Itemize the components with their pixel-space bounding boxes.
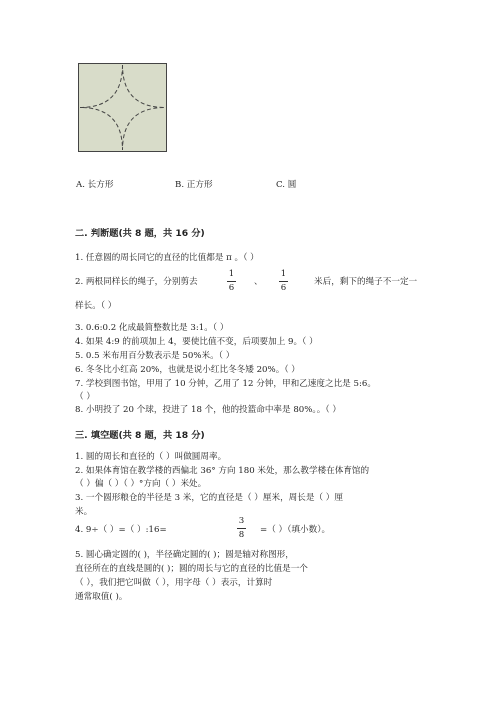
fraction-bar <box>227 281 236 282</box>
option-b: B. 正方形 <box>175 180 213 190</box>
judge-q2-separator: 、 <box>254 277 263 287</box>
fill-q4-part2: =（ ）（填小数）。 <box>260 525 331 535</box>
option-c: C. 圆 <box>276 180 297 190</box>
square-outline <box>79 64 167 152</box>
square-with-arcs-figure <box>78 63 167 152</box>
fraction-one-sixth-b <box>279 269 288 294</box>
judge-q1: 1. 任意圆的周长同它的直径的比值都是 π 。（ ） <box>75 253 259 263</box>
judge-q6: 6. 冬冬比小红高 20%，也就是说小红比冬冬矮 20%。（ ） <box>75 365 300 375</box>
fill-q1: 1. 圆的周长和直径的（ ）叫做圆周率。 <box>75 452 227 462</box>
fraction-numerator: 1 <box>280 269 287 279</box>
judge-q3: 3. 0.6:0.2 化成最简整数比是 3:1。（ ） <box>75 323 229 333</box>
fraction-bar <box>237 528 246 529</box>
section-title-judgement: 二. 判断题(共 8 题，共 16 分) <box>75 228 205 239</box>
fill-q5-line2: 直径所在的直线是圆的( )；圆的周长与它的直径的比值是一个 <box>75 564 308 574</box>
fill-q4-part1: 4. 9÷（ ）=（ ）:16= <box>75 525 167 535</box>
judge-q2-part3: 样长。（ ） <box>75 301 117 311</box>
fraction-numerator: 1 <box>228 269 235 279</box>
fill-q2-line1: 2. 如果体育馆在教学楼的西偏北 36° 方向 180 米处，那么教学楼在体育馆的 <box>75 466 370 476</box>
fraction-denominator: 6 <box>280 283 287 293</box>
judge-q8: 8. 小明投了 20 个球，投进了 18 个，他的投篮命中率是 80%。。（ ） <box>75 405 341 415</box>
fill-q3-line2: 米。 <box>75 507 93 517</box>
judge-q4: 4. 如果 4:9 的前项加上 4，要使比值不变，后项要加上 9。（ ） <box>75 337 318 347</box>
fraction-three-eighths <box>237 516 246 541</box>
judge-q2-part2: 米后，剩下的绳子不一定一 <box>314 277 418 287</box>
judge-q7-blank: （ ） <box>75 392 95 402</box>
fill-q2-line2: （ ）偏（ ）（ ）°方向（ ）米处。 <box>75 479 207 489</box>
fill-q5-line3: （ ），我们把它叫做（ ），用字母（ ）表示，计算时 <box>75 578 273 588</box>
option-a: A. 长方形 <box>76 180 114 190</box>
fill-q5-line1: 5. 圆心确定圆的( )，半径确定圆的( )；圆是轴对称图形， <box>75 550 294 560</box>
section-title-fill-blank: 三. 填空题(共 8 题，共 18 分) <box>75 430 205 441</box>
fraction-one-sixth-a <box>227 269 236 294</box>
fraction-numerator: 3 <box>238 516 245 526</box>
fraction-denominator: 8 <box>238 530 245 540</box>
fraction-denominator: 6 <box>228 283 235 293</box>
fraction-bar <box>279 281 288 282</box>
fill-q5-line4: 通常取值( )。 <box>75 592 128 602</box>
judge-q5: 5. 0.5 米布用百分数表示是 50%米。（ ） <box>75 351 235 361</box>
judge-q2-part1: 2. 两根同样长的绳子，分别剪去 <box>75 277 198 287</box>
judge-q7: 7. 学校到图书馆，甲用了 10 分钟，乙用了 12 分钟，甲和乙速度之比是 5:6。 <box>75 379 376 389</box>
fill-q3-line1: 3. 一个圆形粮仓的半径是 3 米，它的直径是（ ）厘米，周长是（ ）厘 <box>75 493 343 503</box>
